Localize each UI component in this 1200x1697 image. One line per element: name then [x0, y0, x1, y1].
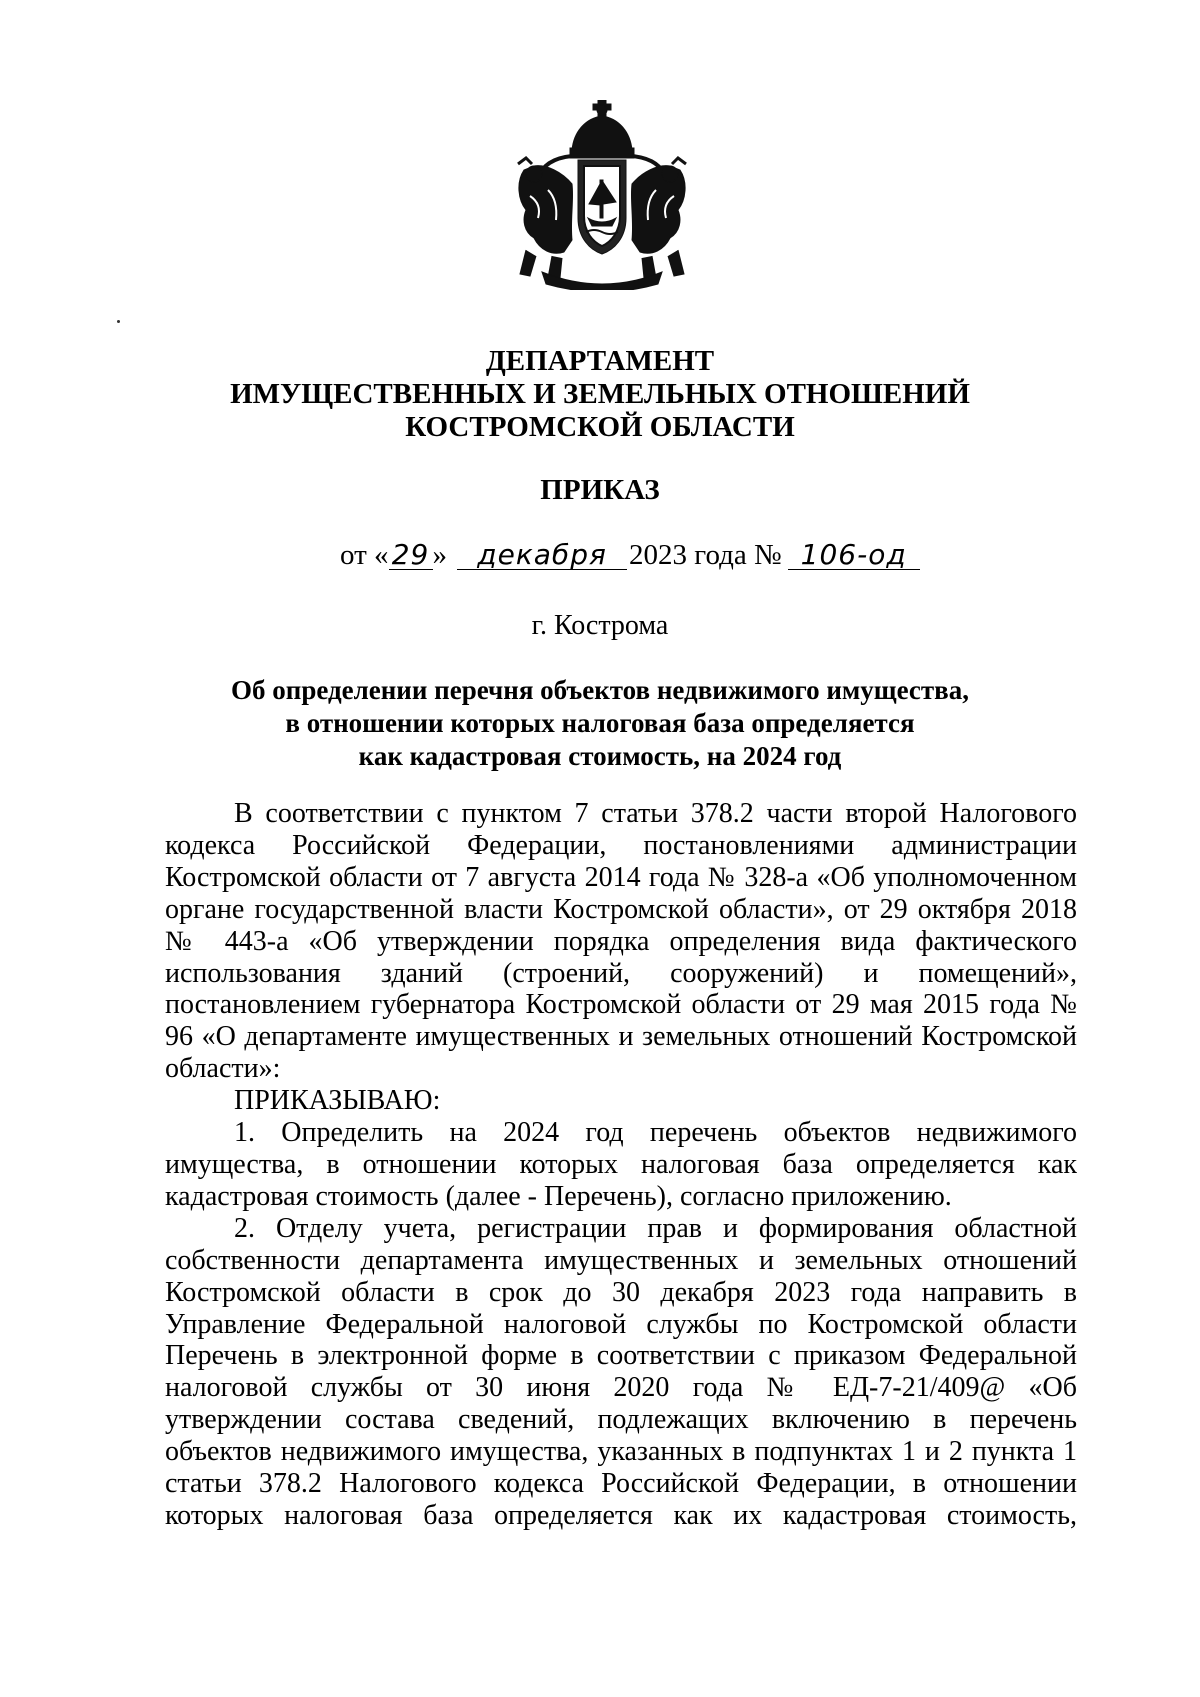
doc-type-title: ПРИКАЗ: [540, 474, 660, 506]
coat-of-arms-icon: [512, 100, 692, 290]
city-name: г. Кострома: [531, 610, 669, 641]
department-line-1: ДЕПАРТАМЕНТ: [485, 345, 715, 377]
quote-close: »: [432, 539, 448, 571]
handwritten-order-number: 106-од: [788, 541, 920, 570]
preamble-paragraph: В соответствии с пунктом 7 статьи 378.2 части второй Налогового кодекса Российской Федерации, постановлениями администрации Костромской области от 7 августа 2014 года № 328-а «Об уполномоченном органе государственной власти Костромской области», от 29 октября 2018 № 443-а «Об утверждении порядка определения вида фактического использования зданий (строений, сооружений) и помещений», постановлением губернатора Костромской области от 29 мая 2015 года № 96 «О департаменте имущественных и земельных отношений Костромской области»:: [165, 798, 1077, 1085]
order-prefix: от «: [340, 539, 389, 571]
order-body: [165, 798, 1077, 1532]
handwritten-month: декабря: [457, 541, 627, 570]
department-line-3: КОСТРОМСКОЙ ОБЛАСТИ: [405, 411, 795, 443]
subject-line-2: в отношении которых налоговая база определяется: [285, 708, 915, 738]
order-date-number-line: [340, 535, 980, 575]
year-text: 2023 года №: [629, 539, 782, 571]
department-line-2: ИМУЩЕСТВЕННЫХ И ЗЕМЕЛЬНЫХ ОТНОШЕНИЙ: [230, 378, 970, 410]
subject-line-1: Об определении перечня объектов недвижимого имущества,: [231, 675, 969, 705]
order-word: ПРИКАЗЫВАЮ:: [234, 1085, 441, 1117]
scan-speck: [117, 320, 120, 323]
subject-line-3: как кадастровая стоимость, на 2024 год: [358, 741, 842, 771]
order-subject: [0, 674, 1200, 773]
item-1-paragraph: 1. Определить на 2024 год перечень объектов недвижимого имущества, в отношении которых налоговая база определяется как кадастровая стоимость (далее - Перечень), согласно приложению.: [165, 1117, 1077, 1212]
item-2-paragraph: 2. Отделу учета, регистрации прав и формирования областной собственности департамента имущественных и земельных отношений Костромской области в срок до 30 декабря 2023 года направить в Управление Федеральной налоговой службы по Костромской области Перечень в электронной форме в соответствии с приказом Федеральной налоговой службы от 30 июня 2020 года № ЕД-7-21/409@ «Об утверждении состава сведений, подлежащих включению в перечень объектов недвижимого имущества, указанных в подпунктах 1 и 2 пункта 1 статьи 378.2 Налогового кодекса Российской Федерации, в отношении которых налоговая база определяется как их кадастровая стоимость,: [165, 1212, 1077, 1531]
department-heading: [0, 345, 1200, 444]
handwritten-day: 29: [389, 541, 433, 570]
